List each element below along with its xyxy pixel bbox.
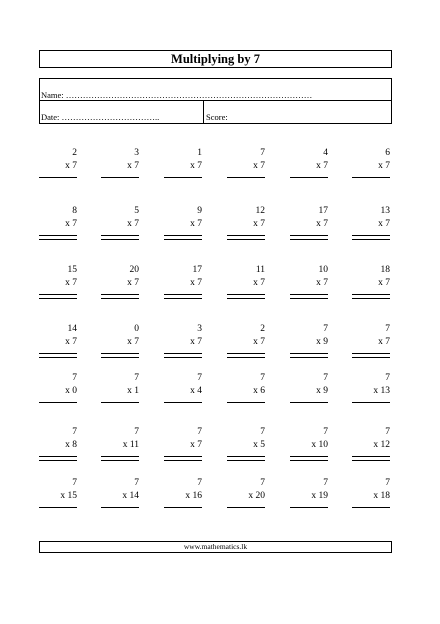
answer-line[interactable] <box>227 456 265 457</box>
answer-line[interactable] <box>39 235 77 236</box>
answer-line[interactable] <box>101 507 139 508</box>
answer-line[interactable] <box>39 177 77 178</box>
multiplicand: 18 <box>380 265 390 275</box>
date-field[interactable]: Date: …………………………….. <box>41 112 160 122</box>
answer-line[interactable] <box>352 402 390 403</box>
answer-line[interactable] <box>101 402 139 403</box>
footer-url: www.mathematics.lk <box>39 541 392 553</box>
problem <box>164 427 202 463</box>
problem <box>290 265 328 301</box>
answer-line-lower <box>39 239 77 240</box>
problem <box>352 478 390 514</box>
answer-line[interactable] <box>164 507 202 508</box>
multiplier: x 9 <box>316 386 328 396</box>
multiplier: x 7 <box>190 219 202 229</box>
multiplicand: 7 <box>260 373 265 383</box>
multiplier: x 1 <box>127 386 139 396</box>
multiplier: x 7 <box>65 219 77 229</box>
answer-line[interactable] <box>352 353 390 354</box>
multiplicand: 7 <box>134 478 139 488</box>
field-divider <box>203 101 204 123</box>
multiplicand: 1 <box>197 148 202 158</box>
answer-line[interactable] <box>101 294 139 295</box>
answer-line-lower <box>352 239 390 240</box>
problem <box>164 265 202 301</box>
multiplier: x 10 <box>311 440 328 450</box>
multiplier: x 7 <box>65 278 77 288</box>
answer-line[interactable] <box>227 353 265 354</box>
multiplicand: 10 <box>318 265 328 275</box>
multiplicand: 20 <box>129 265 139 275</box>
multiplicand: 7 <box>260 478 265 488</box>
answer-line[interactable] <box>39 507 77 508</box>
multiplier: x 7 <box>378 161 390 171</box>
answer-line[interactable] <box>290 353 328 354</box>
answer-line[interactable] <box>352 507 390 508</box>
problem <box>290 478 328 514</box>
answer-line[interactable] <box>227 235 265 236</box>
answer-line-lower <box>227 298 265 299</box>
multiplicand: 7 <box>385 478 390 488</box>
multiplicand: 7 <box>197 427 202 437</box>
date-score-row <box>40 101 391 123</box>
problem <box>39 324 77 360</box>
answer-line[interactable] <box>164 294 202 295</box>
multiplicand: 7 <box>134 373 139 383</box>
multiplier: x 7 <box>190 337 202 347</box>
multiplicand: 5 <box>134 206 139 216</box>
multiplier: x 20 <box>248 491 265 501</box>
answer-line-lower <box>227 357 265 358</box>
multiplier: x 7 <box>190 440 202 450</box>
multiplier: x 7 <box>316 161 328 171</box>
problem <box>227 148 265 184</box>
multiplicand: 4 <box>323 148 328 158</box>
multiplier: x 7 <box>127 278 139 288</box>
multiplier: x 15 <box>60 491 77 501</box>
answer-line[interactable] <box>290 402 328 403</box>
answer-line-lower <box>39 460 77 461</box>
answer-line[interactable] <box>227 294 265 295</box>
multiplier: x 8 <box>65 440 77 450</box>
problem <box>352 324 390 360</box>
student-info-box <box>39 78 392 124</box>
answer-line[interactable] <box>39 294 77 295</box>
multiplicand: 17 <box>318 206 328 216</box>
problem <box>164 324 202 360</box>
multiplier: x 7 <box>253 278 265 288</box>
problem <box>227 373 265 409</box>
multiplicand: 17 <box>192 265 202 275</box>
multiplier: x 7 <box>65 337 77 347</box>
problem <box>290 148 328 184</box>
multiplier: x 5 <box>253 440 265 450</box>
multiplicand: 7 <box>134 427 139 437</box>
multiplier: x 4 <box>190 386 202 396</box>
answer-line[interactable] <box>290 507 328 508</box>
multiplicand: 13 <box>380 206 390 216</box>
answer-line-lower <box>227 460 265 461</box>
multiplicand: 15 <box>67 265 77 275</box>
problem <box>164 373 202 409</box>
problem <box>290 206 328 242</box>
answer-line[interactable] <box>164 177 202 178</box>
multiplier: x 7 <box>378 337 390 347</box>
answer-line[interactable] <box>101 456 139 457</box>
problem <box>101 265 139 301</box>
problem <box>227 265 265 301</box>
multiplier: x 12 <box>373 440 390 450</box>
multiplicand: 7 <box>197 373 202 383</box>
problem <box>101 148 139 184</box>
problem <box>164 206 202 242</box>
multiplier: x 7 <box>253 161 265 171</box>
multiplicand: 7 <box>260 148 265 158</box>
multiplier: x 18 <box>373 491 390 501</box>
multiplicand: 6 <box>385 148 390 158</box>
problem <box>101 427 139 463</box>
multiplicand: 7 <box>323 427 328 437</box>
multiplier: x 7 <box>378 278 390 288</box>
problem <box>101 324 139 360</box>
answer-line-lower <box>164 239 202 240</box>
answer-line-lower <box>101 239 139 240</box>
problem <box>101 478 139 514</box>
multiplicand: 2 <box>72 148 77 158</box>
answer-line-lower <box>39 298 77 299</box>
name-field[interactable]: Name: …………………………………………………………………………… <box>41 90 313 100</box>
problem <box>352 373 390 409</box>
answer-line-lower <box>352 460 390 461</box>
multiplier: x 7 <box>253 219 265 229</box>
multiplier: x 7 <box>190 161 202 171</box>
problem <box>39 478 77 514</box>
multiplicand: 7 <box>323 324 328 334</box>
answer-line[interactable] <box>352 177 390 178</box>
answer-line[interactable] <box>101 235 139 236</box>
problem <box>290 427 328 463</box>
worksheet-title: Multiplying by 7 <box>39 50 392 68</box>
answer-line[interactable] <box>164 402 202 403</box>
multiplicand: 7 <box>385 324 390 334</box>
problem <box>290 324 328 360</box>
problem <box>39 265 77 301</box>
multiplicand: 12 <box>255 206 265 216</box>
answer-line[interactable] <box>290 235 328 236</box>
multiplicand: 7 <box>385 427 390 437</box>
multiplicand: 9 <box>197 206 202 216</box>
answer-line-lower <box>290 239 328 240</box>
problem <box>164 478 202 514</box>
multiplier: x 19 <box>311 491 328 501</box>
answer-line-lower <box>290 357 328 358</box>
answer-line[interactable] <box>39 402 77 403</box>
problem <box>39 427 77 463</box>
multiplier: x 7 <box>127 337 139 347</box>
problem <box>101 373 139 409</box>
multiplier: x 11 <box>122 440 139 450</box>
answer-line[interactable] <box>227 177 265 178</box>
multiplier: x 7 <box>316 278 328 288</box>
multiplicand: 7 <box>72 427 77 437</box>
multiplicand: 7 <box>72 373 77 383</box>
multiplicand: 7 <box>385 373 390 383</box>
problem <box>39 373 77 409</box>
answer-line[interactable] <box>164 353 202 354</box>
answer-line[interactable] <box>290 177 328 178</box>
problem <box>227 324 265 360</box>
multiplicand: 7 <box>197 478 202 488</box>
answer-line[interactable] <box>101 177 139 178</box>
multiplier: x 7 <box>253 337 265 347</box>
multiplicand: 8 <box>72 206 77 216</box>
answer-line-lower <box>101 460 139 461</box>
problem <box>39 148 77 184</box>
problem <box>164 148 202 184</box>
multiplier: x 0 <box>65 386 77 396</box>
multiplicand: 7 <box>323 373 328 383</box>
multiplicand: 3 <box>134 148 139 158</box>
multiplier: x 6 <box>253 386 265 396</box>
score-field[interactable]: Score: <box>206 112 228 122</box>
answer-line[interactable] <box>352 456 390 457</box>
answer-line-lower <box>164 298 202 299</box>
answer-line[interactable] <box>290 456 328 457</box>
multiplier: x 13 <box>373 386 390 396</box>
answer-line-lower <box>164 357 202 358</box>
problem <box>227 427 265 463</box>
answer-line-lower <box>164 460 202 461</box>
answer-line[interactable] <box>164 456 202 457</box>
multiplier: x 7 <box>190 278 202 288</box>
multiplier: x 9 <box>316 337 328 347</box>
multiplier: x 16 <box>185 491 202 501</box>
multiplicand: 2 <box>260 324 265 334</box>
multiplier: x 7 <box>127 161 139 171</box>
multiplicand: 7 <box>260 427 265 437</box>
answer-line-lower <box>290 298 328 299</box>
problem <box>290 373 328 409</box>
problem <box>352 265 390 301</box>
answer-line[interactable] <box>164 235 202 236</box>
multiplier: x 7 <box>378 219 390 229</box>
multiplier: x 7 <box>65 161 77 171</box>
answer-line-lower <box>101 357 139 358</box>
answer-line-lower <box>227 239 265 240</box>
answer-line[interactable] <box>101 353 139 354</box>
answer-line[interactable] <box>227 402 265 403</box>
answer-line[interactable] <box>290 294 328 295</box>
multiplicand: 11 <box>255 265 265 275</box>
answer-line-lower <box>352 357 390 358</box>
answer-line[interactable] <box>227 507 265 508</box>
answer-line-lower <box>39 357 77 358</box>
answer-line-lower <box>101 298 139 299</box>
problem <box>352 206 390 242</box>
multiplicand: 14 <box>67 324 77 334</box>
multiplier: x 7 <box>316 219 328 229</box>
problem <box>352 427 390 463</box>
answer-line[interactable] <box>352 294 390 295</box>
multiplicand: 3 <box>197 324 202 334</box>
multiplicand: 0 <box>134 324 139 334</box>
problem <box>227 478 265 514</box>
multiplicand: 7 <box>323 478 328 488</box>
problem <box>352 148 390 184</box>
answer-line[interactable] <box>39 353 77 354</box>
problem <box>101 206 139 242</box>
answer-line[interactable] <box>39 456 77 457</box>
problem <box>227 206 265 242</box>
problem <box>39 206 77 242</box>
answer-line[interactable] <box>352 235 390 236</box>
answer-line-lower <box>290 460 328 461</box>
multiplier: x 14 <box>122 491 139 501</box>
answer-line-lower <box>352 298 390 299</box>
multiplier: x 7 <box>127 219 139 229</box>
multiplicand: 7 <box>72 478 77 488</box>
name-row <box>40 79 391 101</box>
